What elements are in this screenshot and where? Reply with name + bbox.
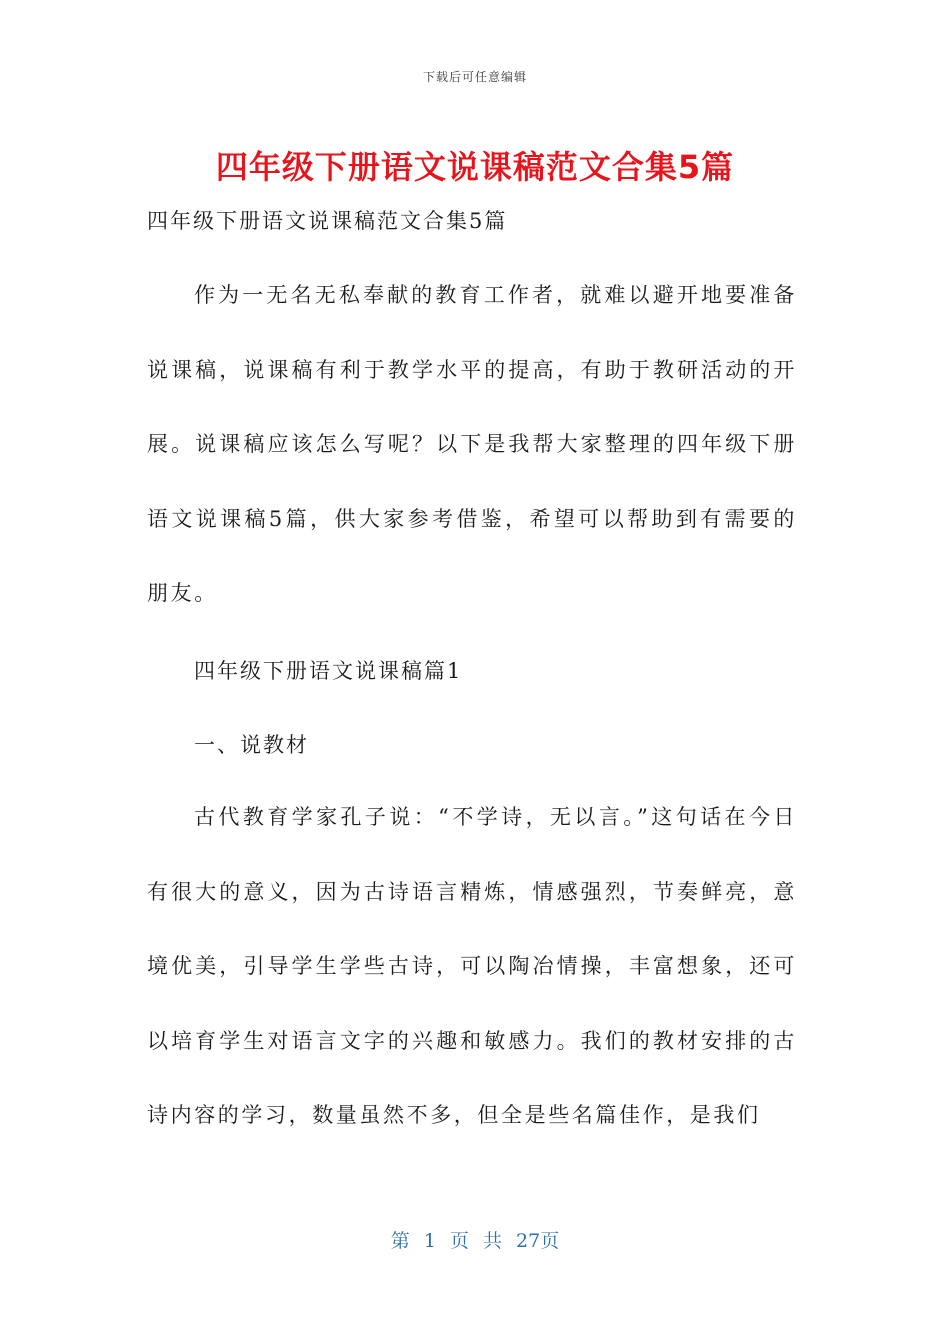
sub-heading: 一、说教材: [194, 733, 309, 757]
header-note: 下载后可任意编辑: [422, 70, 527, 84]
section-heading: 四年级下册语文说课稿篇1: [194, 659, 463, 683]
page-number: 第 1 页 共 27页: [390, 1230, 560, 1252]
intro-paragraph: 作为一无名无私奉献的教育工作者，就难以避开地要准备说课稿，说课稿有利于教学水平的提高，有助于教研活动的开展。说课稿应该怎么写呢？以下是我帮大家整理的四年级下册语文说课稿5篇，供大家参考借鉴，希望可以帮助到有需要的朋友。: [147, 283, 797, 605]
document-title: 四年级下册语文说课稿范文合集5篇: [215, 148, 735, 186]
document-subtitle: 四年级下册语文说课稿范文合集5篇: [147, 209, 508, 233]
body-paragraph: 古代教育学家孔子说：“不学诗，无以言。”这句话在今日有很大的意义，因为古诗语言精炼，情感强烈，节奏鲜亮，意境优美，引导学生学些古诗，可以陶冶情操，丰富想象，还可以培育学生对语言文字的兴趣和敏感力。我们的教材安排的古诗内容的学习，数量虽然不多，但全是些名篇佳作，是我们: [147, 805, 797, 1127]
